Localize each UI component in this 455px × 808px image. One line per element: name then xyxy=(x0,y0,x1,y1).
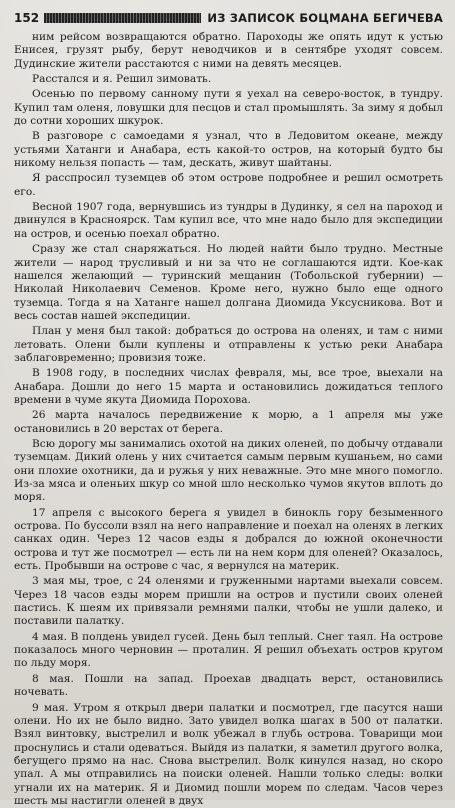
paragraph: В разговоре с самоедами я узнал, что в Ледовитом океане, между устьями Хатанги и Анабара, есть какой-то остров, на который будто бы никому нельзя попасть — там, дескать, живут шайтаны. xyxy=(14,130,443,170)
paragraph: 4 мая. В полдень увидел гусей. День был теплый. Снег таял. На острове показалось много черновин — проталин. Я решил объехать остров кругом по льду моря. xyxy=(14,631,443,671)
header-rule xyxy=(44,13,201,23)
paragraph: 8 мая. Пошли на запад. Проехав двадцать верст, остановились ночевать. xyxy=(14,673,443,700)
paragraph: Я расспросил туземцев об этом острове подробнее и решил осмотреть его. xyxy=(14,172,443,199)
paragraph: Сразу же стал снаряжаться. Но людей найти было трудно. Местные жители — народ трусливый и ни за что не соглашаются идти. Кое-как нашелся желающий — туринский мещанин (Тобольской губернии) — Николай Николаевич Семенов. Кроме него, нужно было еще одного туземца. Тогда я на Хатанге нашел долгана Диомида Уксусникова. Вот и весь состав нашей экспедиции. xyxy=(14,243,443,323)
paragraph: ним рейсом возвращаются обратно. Пароходы же опять идут к устью Енисея, грузят рыбу, берут неводчиков и в сентябре уходят совсем. Дудинские жители расстаются с ними на девять месяцев. xyxy=(14,31,443,71)
page-number: 152 xyxy=(14,11,39,25)
paragraph: Весной 1907 года, вернувшись из тундры в Дудинку, я сел на пароход и двинулся в Красноярск. Там купил все, что мне надо было для экспедиции на остров, и осенью поехал обратно. xyxy=(14,201,443,241)
paragraph: 3 мая мы, трое, с 24 оленями и груженными нартами выехали совсем. Через 18 часов езды морем пришли на остров и пустили своих оленей пастись. К шеям их привязали ремнями палки, чтобы не ушли далеко, и поставили палатку. xyxy=(14,575,443,628)
paragraph: План у меня был такой: добраться до острова на оленях, и там с ними летовать. Олени были куплены и отправлены к устью реки Анабара заблаговременно; провизия тоже. xyxy=(14,325,443,365)
paragraph: 17 апреля с высокого берега я увидел в бинокль гору безыменного острова. По буссоли взял на него направление и поехал на оленях в легких санках один. Через 12 часов езды я добрался до южной оконечности острова и тут же посмотрел — есть ли на нем корм для оленей? Оказалось, есть. Пробывши на острове с час, я вернулся на материк. xyxy=(14,507,443,574)
page-header xyxy=(14,8,443,28)
paragraph: В 1908 году, в последних числах февраля, мы, все трое, выехали на Анабара. Дошли до него 15 марта и остановились дожидаться теплого времени в чуме якута Диомида Порохова. xyxy=(14,367,443,407)
paragraph: Осенью по первому санному пути я уехал на северо-восток, в тундру. Купил там оленя, ловушки для песцов и стал промышлять. За зиму я добыл до сотни хороших шкурок. xyxy=(14,88,443,128)
paragraph: Всю дорогу мы занимались охотой на диких оленей, по добычу отдавали туземцам. Дикий олень у них считается самым первым кушаньем, но сами они плохие охотники, да и ружья у них неважные. Это мне много помогло. Из-за мяса и оленьих шкур со мной шло несколько чумов якутов вплоть до моря. xyxy=(14,438,443,505)
body-text xyxy=(14,31,443,808)
running-head: ИЗ ЗАПИСОК БОЦМАНА БЕГИЧЕВА xyxy=(207,11,443,25)
paragraph: 26 марта началось передвижение к морю, а 1 апреля мы уже остановились в 20 верстах от берега. xyxy=(14,409,443,436)
paragraph: 9 мая. Утром я открыл двери палатки и посмотрел, где пасутся наши олени. Но их не было видно. Зато увидел волка шагах в 500 от палатки. Взял винтовку, выстрелил и волк убежал в глубь острова. Товарищи мои проснулись и стали одеваться. Выйдя из палатки, я заметил другого волка, бегущего прямо на нас. Снова выстрелил. Волк кинулся назад, но скоро упал. А мы отправились на поиски оленей. Нашли только следы: волки угнали их на материк. Я и Диомид пошли морем по следам. Часов через шесть мы настигли оленей в двух xyxy=(14,702,443,808)
paragraph: Расстался и я. Решил зимовать. xyxy=(14,73,443,86)
